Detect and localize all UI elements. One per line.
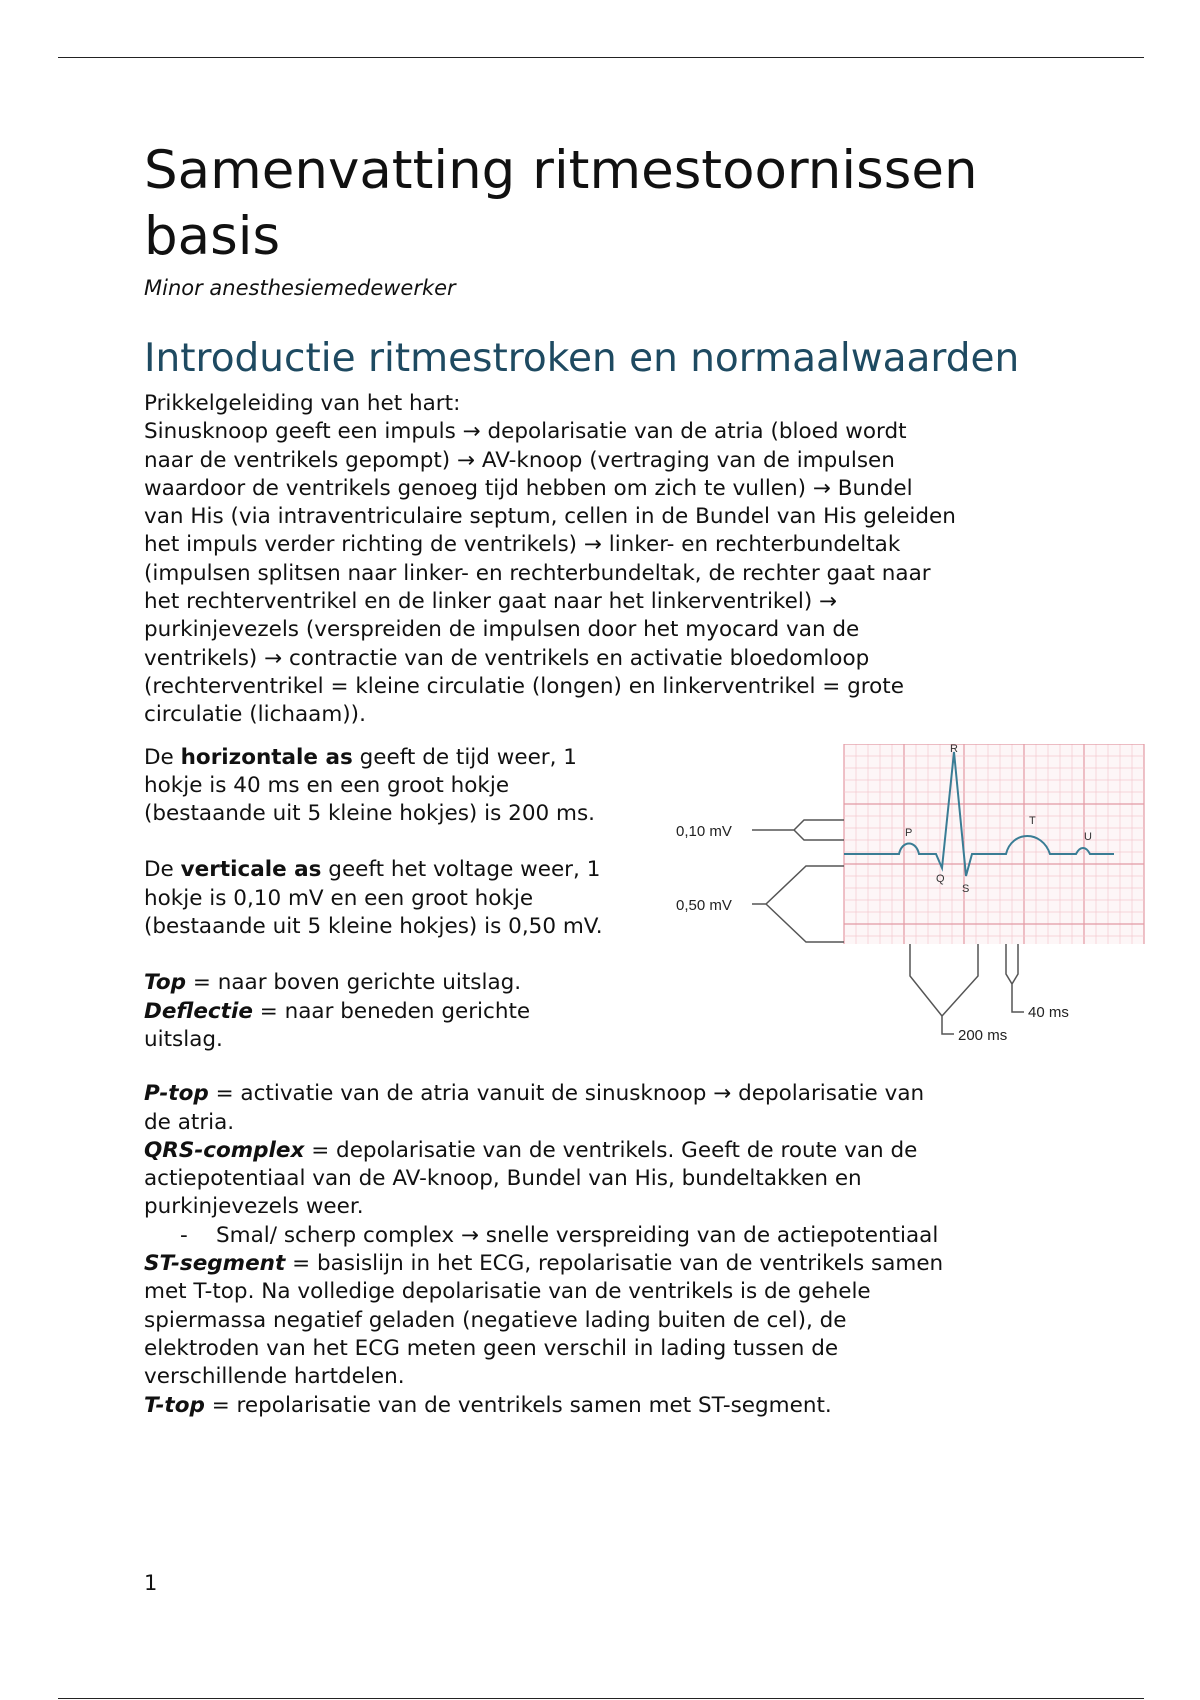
document-title: Samenvatting ritmestoornissen basis: [144, 140, 978, 267]
conduction-line: Sinusknoop geeft een impuls → depolarisatie van de atria (bloed wordt: [144, 419, 907, 445]
conduction-line: (impulsen splitsen naar linker- en rechterbundeltak, de rechter gaat naar: [144, 560, 931, 586]
wave-label-t: T: [1029, 814, 1036, 827]
deflectie-definition-cont: uitslag.: [144, 1026, 223, 1052]
wave-label-r: R: [950, 743, 958, 755]
ecg-grid-background: [844, 744, 1144, 944]
horizontal-axis-text: De horizontale as geeft de tijd weer, 1: [144, 744, 577, 770]
wave-label-q: Q: [936, 872, 945, 885]
conduction-line: het rechterventrikel en de linker gaat naar het linkerventrikel) →: [144, 589, 838, 615]
label-050mv: 0,50 mV: [676, 896, 732, 914]
qrs-definition-cont: purkinjevezels weer.: [144, 1194, 364, 1220]
intro-label: Prikkelgeleiding van het hart:: [144, 391, 461, 416]
ptop-definition-cont: de atria.: [144, 1109, 235, 1135]
header-rule: [58, 57, 1144, 58]
ecg-figure: [674, 744, 1154, 1062]
footer-rule: [58, 1698, 1144, 1699]
axes-text: [144, 744, 684, 1055]
page-content: [144, 138, 1092, 1420]
st-definition-cont: met T-top. Na volledige depolarisatie van de ventrikels is de gehele: [144, 1279, 871, 1305]
top-definition: Top = naar boven gerichte uitslag.: [144, 970, 522, 996]
conduction-line: van His (via intraventriculaire septum, cellen in de Bundel van His geleiden: [144, 504, 956, 530]
conduction-paragraph: [144, 418, 1064, 729]
qrs-definition-cont: actiepotentiaal van de AV-knoop, Bundel van His, bundeltakken en: [144, 1166, 862, 1192]
conduction-line: ventrikels) → contractie van de ventrikels en activatie bloedomloop: [144, 645, 870, 671]
conduction-line: circulatie (lichaam)).: [144, 702, 366, 728]
label-010mv: 0,10 mV: [676, 822, 732, 840]
bracket-40ms: [1006, 944, 1024, 1012]
st-definition-cont: verschillende hartdelen.: [144, 1364, 405, 1390]
qrs-definition: QRS-complex = depolarisatie van de ventrikels. Geeft de route van de: [144, 1137, 918, 1163]
bracket-050: [752, 866, 844, 942]
vertical-axis-text: De verticale as geeft het voltage weer, 1: [144, 857, 601, 883]
horizontal-axis-line: (bestaande uit 5 kleine hokjes) is 200 ms.: [144, 801, 595, 827]
qrs-bullet: - Smal/ scherp complex → snelle verspreiding van de actiepotentiaal: [180, 1222, 939, 1248]
conduction-line: waardoor de ventrikels genoeg tijd hebben om zich te vullen) → Bundel: [144, 475, 913, 501]
deflectie-definition: Deflectie = naar beneden gerichte: [144, 998, 531, 1024]
wave-label-p: P: [905, 826, 913, 839]
wave-label-u: U: [1084, 830, 1092, 843]
ecg-grid: [844, 744, 1144, 944]
vertical-axis-line: hokje is 0,10 mV en een groot hokje: [144, 885, 534, 911]
ttop-definition: T-top = repolarisatie van de ventrikels samen met ST-segment.: [144, 1392, 832, 1418]
conduction-line: (rechterventrikel = kleine circulatie (longen) en linkerventrikel = grote: [144, 673, 904, 699]
bracket-200ms: [910, 944, 978, 1034]
st-definition: ST-segment = basislijn in het ECG, repolarisatie van de ventrikels samen: [144, 1251, 944, 1277]
label-40ms: 40 ms: [1028, 1003, 1069, 1021]
conduction-line: naar de ventrikels gepompt) → AV-knoop (vertraging van de impulsen: [144, 447, 895, 473]
axes-section: [144, 743, 1092, 1055]
vertical-axis-line: (bestaande uit 5 kleine hokjes) is 0,50 mV.: [144, 914, 603, 940]
document-subtitle: Minor anesthesiemedewerker: [144, 276, 456, 300]
bracket-010: [752, 820, 844, 840]
section-heading: Introductie ritmestroken en normaalwaarden: [144, 336, 1020, 381]
page-number: 1: [144, 1571, 158, 1595]
conduction-line: purkinjevezels (verspreiden de impulsen door het myocard van de: [144, 617, 860, 643]
st-definition-cont: elektroden van het ECG meten geen verschil in lading tussen de: [144, 1335, 839, 1361]
wave-label-s: S: [962, 882, 970, 895]
ptop-definition: P-top = activatie van de atria vanuit de sinusknoop → depolarisatie van: [144, 1081, 925, 1107]
conduction-line: het impuls verder richting de ventrikels) → linker- en rechterbundeltak: [144, 532, 901, 558]
label-200ms: 200 ms: [958, 1026, 1008, 1044]
st-definition-cont: spiermassa negatief geladen (negatieve lading buiten de cel), de: [144, 1307, 847, 1333]
horizontal-axis-line: hokje is 40 ms en een groot hokje: [144, 772, 510, 798]
